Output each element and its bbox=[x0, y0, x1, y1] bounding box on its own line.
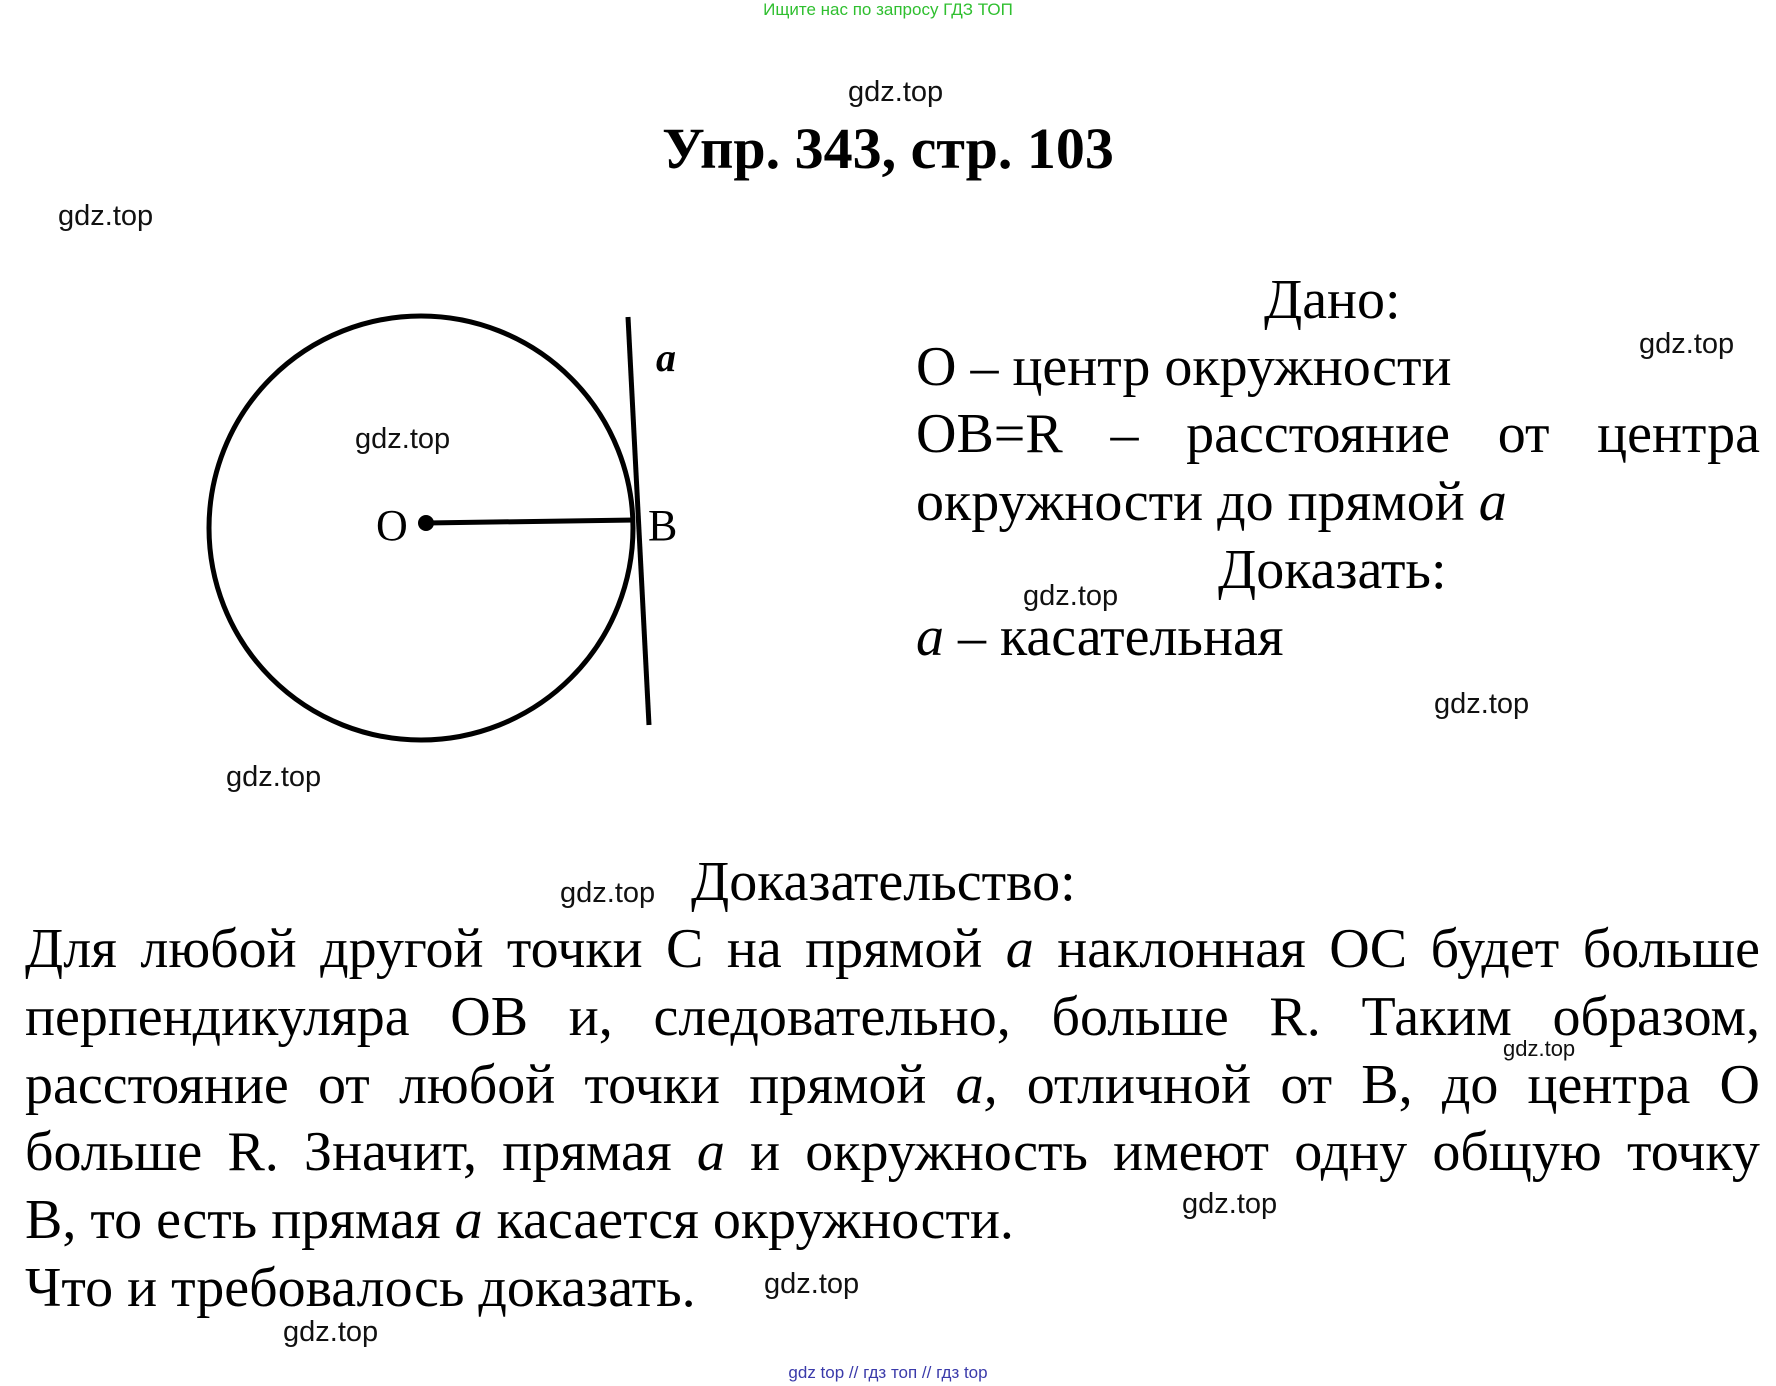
word: от bbox=[1280, 1054, 1333, 1116]
text: касается окружности. bbox=[482, 1189, 1014, 1251]
word: точки bbox=[584, 1054, 721, 1116]
word: OB=R bbox=[916, 403, 1063, 465]
var-a: a, bbox=[955, 1054, 998, 1116]
word: Для bbox=[25, 918, 117, 980]
word: больше bbox=[25, 1121, 203, 1183]
word: образом, bbox=[1552, 986, 1760, 1048]
word: другой bbox=[320, 918, 484, 980]
point-label-b: B bbox=[648, 501, 678, 550]
word: одну bbox=[1294, 1121, 1408, 1183]
word: следовательно, bbox=[653, 986, 1011, 1048]
word: любой bbox=[140, 918, 297, 980]
word: OC bbox=[1329, 918, 1408, 980]
word: – bbox=[1110, 403, 1139, 465]
watermark: gdz.top bbox=[1182, 1188, 1278, 1220]
proof-line-5 bbox=[25, 1188, 1014, 1252]
page-title: Упр. 343, стр. 103 bbox=[662, 116, 1114, 181]
watermark: gdz.top bbox=[1434, 688, 1530, 720]
word: расстояние bbox=[1186, 403, 1450, 465]
watermark: gdz.top bbox=[355, 423, 451, 455]
watermark: gdz.top bbox=[1023, 580, 1119, 612]
given-line-1: O – центр окружности bbox=[916, 336, 1452, 398]
proof-line-1 bbox=[25, 917, 1760, 981]
word: центра bbox=[1527, 1054, 1691, 1116]
word: общую bbox=[1432, 1121, 1602, 1183]
word: Таким bbox=[1361, 986, 1512, 1048]
var-a: a bbox=[916, 606, 944, 668]
line-label-a: a bbox=[656, 335, 676, 380]
given-line-2 bbox=[916, 402, 1760, 466]
word: и, bbox=[568, 986, 613, 1048]
word: перпендикуляра bbox=[25, 986, 410, 1048]
watermark: gdz.top bbox=[764, 1268, 860, 1300]
watermark: gdz.top bbox=[283, 1316, 379, 1348]
word: прямая bbox=[502, 1121, 672, 1183]
var-a: a bbox=[696, 1121, 725, 1183]
word: прямой bbox=[749, 1054, 927, 1116]
center-point-o bbox=[418, 515, 434, 531]
watermark: gdz.top bbox=[1503, 1036, 1576, 1061]
word: больше bbox=[1582, 918, 1760, 980]
var-a: a bbox=[1005, 918, 1034, 980]
word: имеют bbox=[1113, 1121, 1270, 1183]
var-a: a bbox=[454, 1189, 483, 1251]
word: OB bbox=[450, 986, 529, 1048]
word: отличной bbox=[1026, 1054, 1252, 1116]
word: R. bbox=[227, 1121, 279, 1183]
word: на bbox=[726, 918, 782, 980]
proof-line-3 bbox=[25, 1053, 1760, 1117]
word: точки bbox=[506, 918, 643, 980]
center-label-o: O bbox=[376, 501, 408, 550]
text: – касательная bbox=[944, 606, 1284, 668]
word: и bbox=[750, 1121, 781, 1183]
word: C bbox=[666, 918, 704, 980]
word: будет bbox=[1430, 918, 1560, 980]
top-banner: Ищите нас по запросу ГДЗ ТОП bbox=[763, 0, 1013, 19]
var-a: a bbox=[1478, 471, 1507, 533]
word: центра bbox=[1597, 403, 1760, 465]
word: O bbox=[1719, 1054, 1760, 1116]
geometry-figure bbox=[180, 295, 740, 815]
word: B, bbox=[1361, 1054, 1413, 1116]
word: R. bbox=[1269, 986, 1321, 1048]
word: окружность bbox=[805, 1121, 1088, 1183]
proof-line-4 bbox=[25, 1120, 1760, 1184]
word: наклонная bbox=[1057, 918, 1306, 980]
text: окружности до прямой bbox=[916, 471, 1479, 533]
proof-conclusion: Что и требовалось доказать. bbox=[25, 1257, 696, 1319]
footer-links: gdz top // гдз топ // гдз top bbox=[788, 1363, 988, 1382]
watermark: gdz.top bbox=[226, 761, 322, 793]
word: от bbox=[318, 1054, 370, 1116]
watermark: gdz.top bbox=[848, 76, 944, 108]
word: до bbox=[1441, 1054, 1499, 1116]
word: любой bbox=[398, 1054, 556, 1116]
text: B, то есть прямая bbox=[25, 1189, 455, 1251]
prove-heading: Доказать: bbox=[1218, 539, 1447, 601]
radius-ob bbox=[426, 520, 635, 523]
watermark: gdz.top bbox=[1639, 328, 1735, 360]
given-heading: Дано: bbox=[1264, 269, 1401, 331]
word: точку bbox=[1626, 1121, 1760, 1183]
word: Значит, bbox=[304, 1121, 478, 1183]
watermark: gdz.top bbox=[560, 877, 656, 909]
prove-statement bbox=[916, 605, 1284, 669]
proof-heading: Доказательство: bbox=[691, 851, 1076, 913]
word: расстояние bbox=[25, 1054, 289, 1116]
watermark: gdz.top bbox=[58, 200, 154, 232]
word: прямой bbox=[805, 918, 983, 980]
proof-line-2 bbox=[25, 985, 1760, 1049]
given-line-3 bbox=[916, 470, 1507, 534]
word: от bbox=[1497, 403, 1550, 465]
word: больше bbox=[1051, 986, 1229, 1048]
